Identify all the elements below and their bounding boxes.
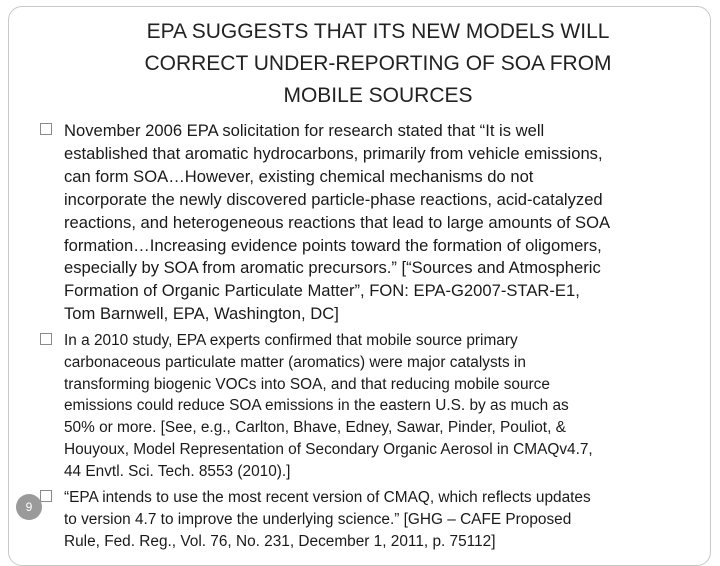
text-line: incorporate the newly discovered particle-phase reactions, acid-catalyzed <box>64 189 603 209</box>
text-line: emissions could reduce SOA emissions in the eastern U.S. by as much as <box>64 397 569 415</box>
text-line: Tom Barnwell, EPA, Washington, DC] <box>64 304 339 324</box>
page-number-badge: 9 <box>16 494 42 520</box>
bullet-box-icon <box>40 123 52 135</box>
slide-title <box>60 16 696 112</box>
text-line: reactions, and heterogeneous reactions that lead to large amounts of SOA <box>64 212 611 232</box>
bullet-box-icon <box>40 333 52 345</box>
text-line: 50% or more. [See, e.g., Carlton, Bhave, Edney, Sawar, Pinder, Pouliot, & <box>64 419 566 437</box>
bullet-box-icon <box>40 490 52 502</box>
bullet-text <box>64 120 700 326</box>
text-line: Houyoux, Model Representation of Secondary Organic Aerosol in CMAQv4.7, <box>64 440 593 458</box>
title-line: MOBILE SOURCES <box>283 84 473 107</box>
title-line: EPA SUGGESTS THAT ITS NEW MODELS WILL <box>146 20 610 43</box>
bullet-text <box>64 487 700 552</box>
text-line: to version 4.7 to improve the underlying science.” [GHG – CAFE Proposed <box>64 510 572 528</box>
text-line: formation…Increasing evidence points toward the formation of oligomers, <box>64 235 602 255</box>
text-line: carbonaceous particulate matter (aromatics) were major catalysts in <box>64 353 526 371</box>
text-line: established that aromatic hydrocarbons, primarily from vehicle emissions, <box>64 143 603 163</box>
text-line: especially by SOA from aromatic precursors.” [“Sources and Atmospheric <box>64 258 601 278</box>
text-line: 44 Envtl. Sci. Tech. 8553 (2010).] <box>64 462 291 480</box>
text-line: November 2006 EPA solicitation for research stated that “It is well <box>64 121 545 140</box>
bullet-item <box>40 120 700 326</box>
text-line: Rule, Fed. Reg., Vol. 76, No. 231, December 1, 2011, p. 75112] <box>64 532 496 550</box>
title-line: CORRECT UNDER-REPORTING OF SOA FROM <box>144 52 612 75</box>
text-line: transforming biogenic VOCs into SOA, and that reducing mobile source <box>64 375 550 393</box>
bullet-text <box>64 330 700 483</box>
bullet-item <box>40 330 700 483</box>
text-line: Formation of Organic Particulate Matter”, FON: EPA-G2007-STAR-E1, <box>64 281 580 301</box>
bullet-item <box>40 487 700 552</box>
text-line: In a 2010 study, EPA experts confirmed that mobile source primary <box>64 332 518 349</box>
text-line: can form SOA…However, existing chemical mechanisms do not <box>64 166 534 186</box>
text-line: “EPA intends to use the most recent version of CMAQ, which reflects updates <box>64 489 591 506</box>
